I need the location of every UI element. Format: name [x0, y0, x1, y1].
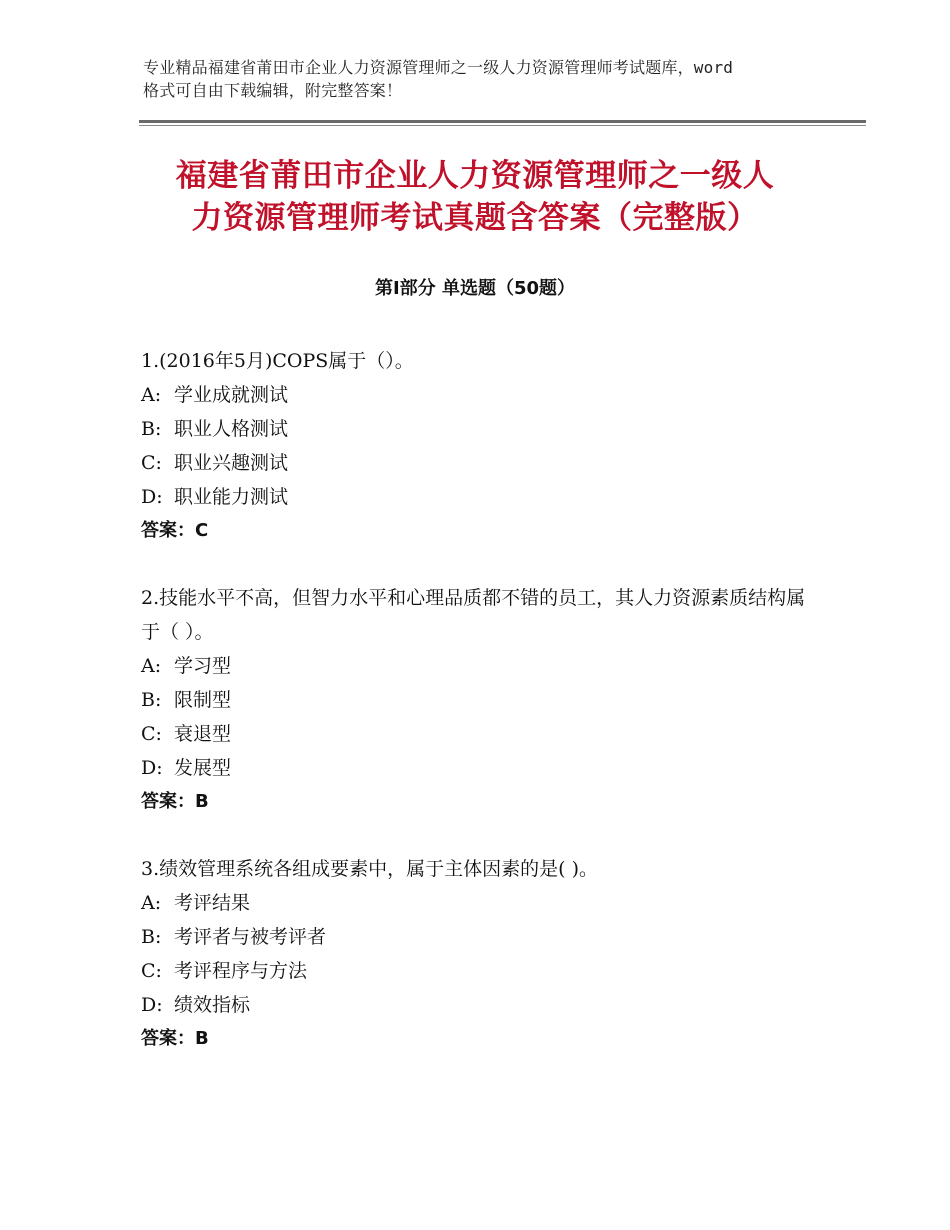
document-title: [120, 155, 830, 239]
option-a: [141, 886, 811, 920]
option-text: 考评者与被考评者: [174, 926, 327, 948]
option-letter: C:: [141, 723, 162, 745]
option-letter: D:: [141, 757, 163, 779]
option-a: [141, 649, 811, 683]
option-letter: C:: [141, 452, 162, 474]
document-title-line-1: 福建省莆田市企业人力资源管理师之一级人: [175, 158, 775, 194]
option-text: 绩效指标: [174, 994, 251, 1016]
header-note: [143, 56, 833, 102]
option-c: [141, 717, 811, 751]
option-text: 学业成就测试: [174, 384, 289, 406]
option-text: 学习型: [174, 655, 232, 677]
option-c: [141, 446, 811, 480]
option-text: 职业兴趣测试: [174, 452, 289, 474]
option-d: [141, 480, 811, 514]
question-list: [141, 344, 811, 1089]
header-note-line-1: 专业精品福建省莆田市企业人力资源管理师之一级人力资源管理师考试题库，word: [143, 58, 734, 77]
option-text: 发展型: [174, 757, 232, 779]
option-d: [141, 988, 811, 1022]
option-text: 限制型: [174, 689, 232, 711]
answer-key: 答案：C: [141, 520, 209, 541]
option-c: [141, 954, 811, 988]
option-text: 职业人格测试: [174, 418, 289, 440]
option-b: [141, 683, 811, 717]
question-2: [141, 581, 811, 819]
question-stem: 3.绩效管理系统各组成要素中，属于主体因素的是( )。: [141, 858, 598, 880]
option-letter: C:: [141, 960, 162, 982]
option-letter: A:: [141, 384, 162, 406]
header-divider-thick: [139, 120, 866, 123]
question-stem: 2.技能水平不高，但智力水平和心理品质都不错的员工，其人力资源素质结构属 于（ ）。: [141, 587, 806, 643]
option-letter: D:: [141, 486, 163, 508]
option-text: 衰退型: [174, 723, 232, 745]
section-heading: 第Ⅰ部分 单选题（50题）: [374, 278, 575, 299]
header-divider-thin: [139, 125, 866, 126]
option-d: [141, 751, 811, 785]
option-letter: D:: [141, 994, 163, 1016]
option-a: [141, 378, 811, 412]
document-title-line-2: 力资源管理师考试真题含答案（完整版）: [191, 200, 759, 236]
option-letter: A:: [141, 655, 162, 677]
option-letter: B:: [141, 926, 162, 948]
option-text: 职业能力测试: [174, 486, 289, 508]
answer-key: 答案：B: [141, 791, 209, 812]
option-text: 考评结果: [174, 892, 251, 914]
question-stem: 1.(2016年5月)COPS属于（）。: [141, 350, 414, 372]
option-b: [141, 412, 811, 446]
option-letter: B:: [141, 418, 162, 440]
question-1: [141, 344, 811, 548]
header-note-line-2: 格式可自由下载编辑，附完整答案！: [143, 81, 403, 100]
answer-key: 答案：B: [141, 1028, 209, 1049]
option-b: [141, 920, 811, 954]
question-3: [141, 852, 811, 1056]
option-letter: A:: [141, 892, 162, 914]
option-letter: B:: [141, 689, 162, 711]
option-text: 考评程序与方法: [174, 960, 308, 982]
